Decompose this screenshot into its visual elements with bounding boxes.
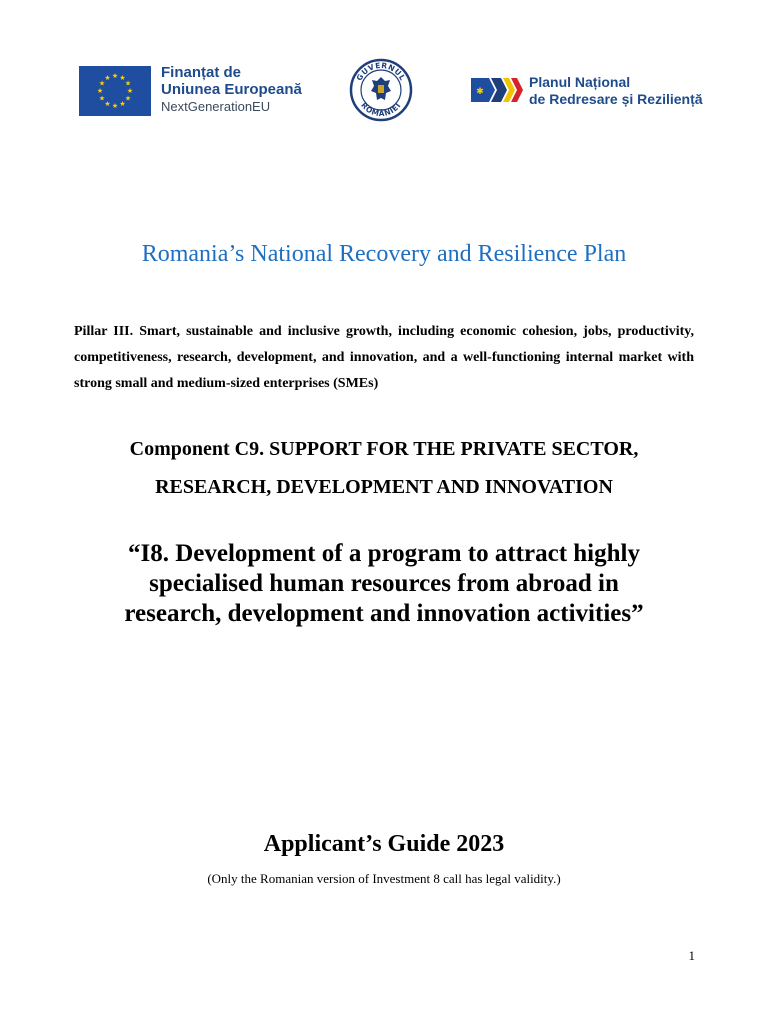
seal-bottom-text: ROMÂNIEI xyxy=(359,100,403,119)
page-number: 1 xyxy=(688,948,695,963)
eu-flag-icon xyxy=(79,66,151,116)
investment-title-line2: specialised human resources from abroad in xyxy=(149,570,619,597)
svg-text:★: ★ xyxy=(104,74,111,82)
eu-funding-logo xyxy=(79,64,309,118)
svg-text:★: ★ xyxy=(119,74,126,82)
svg-text:★: ★ xyxy=(98,94,106,103)
eu-logo-text xyxy=(161,64,302,115)
component-heading-line1: Component C9. SUPPORT FOR THE PRIVATE SECTOR, xyxy=(129,438,639,460)
svg-text:★: ★ xyxy=(124,94,132,103)
svg-text:✱: ✱ xyxy=(476,87,484,97)
eu-logo-line2: Uniunea Europeană xyxy=(161,81,302,98)
svg-text:★: ★ xyxy=(119,100,126,108)
pnrr-logo-line2: de Redresare și Reziliență xyxy=(529,91,703,107)
guide-title: Applicant’s Guide 2023 xyxy=(263,831,505,857)
legal-validity-note: (Only the Romanian version of Investment 8 call has legal validity.) xyxy=(207,871,561,886)
svg-text:★: ★ xyxy=(126,87,134,95)
seal-top-text: GUVERNUL xyxy=(354,60,408,83)
pnrr-logo-line1: Planul Național xyxy=(529,74,631,90)
svg-text:★: ★ xyxy=(98,79,106,88)
component-heading-line2: RESEARCH, DEVELOPMENT AND INNOVATION xyxy=(155,476,613,498)
pnrr-flag-arrow-icon xyxy=(471,76,527,104)
svg-text:★: ★ xyxy=(111,102,119,110)
pnrr-logo-text xyxy=(529,74,703,108)
government-seal-logo xyxy=(349,58,413,122)
pillar-description: Pillar III. Smart, sustainable and inclusive growth, including economic cohesion, jobs, productivity, competitiveness, research, development, and innovation, and a well-functioning internal market with strong small and medium-sized enterprises (SMEs) xyxy=(74,324,694,391)
svg-text:★: ★ xyxy=(96,87,104,95)
eu-logo-line3: NextGenerationEU xyxy=(161,99,271,114)
investment-title-line3: research, development and innovation activities” xyxy=(124,600,644,627)
pnrr-logo xyxy=(471,70,701,114)
svg-text:★: ★ xyxy=(111,72,119,80)
eu-logo-line1: Finanțat de xyxy=(161,64,242,81)
investment-title-line1: “I8. Development of a program to attract highly xyxy=(128,540,640,567)
svg-text:★: ★ xyxy=(104,100,111,108)
government-seal-icon xyxy=(349,58,413,122)
svg-text:★: ★ xyxy=(124,79,132,88)
document-title: Romania’s National Recovery and Resilience Plan xyxy=(141,241,627,267)
